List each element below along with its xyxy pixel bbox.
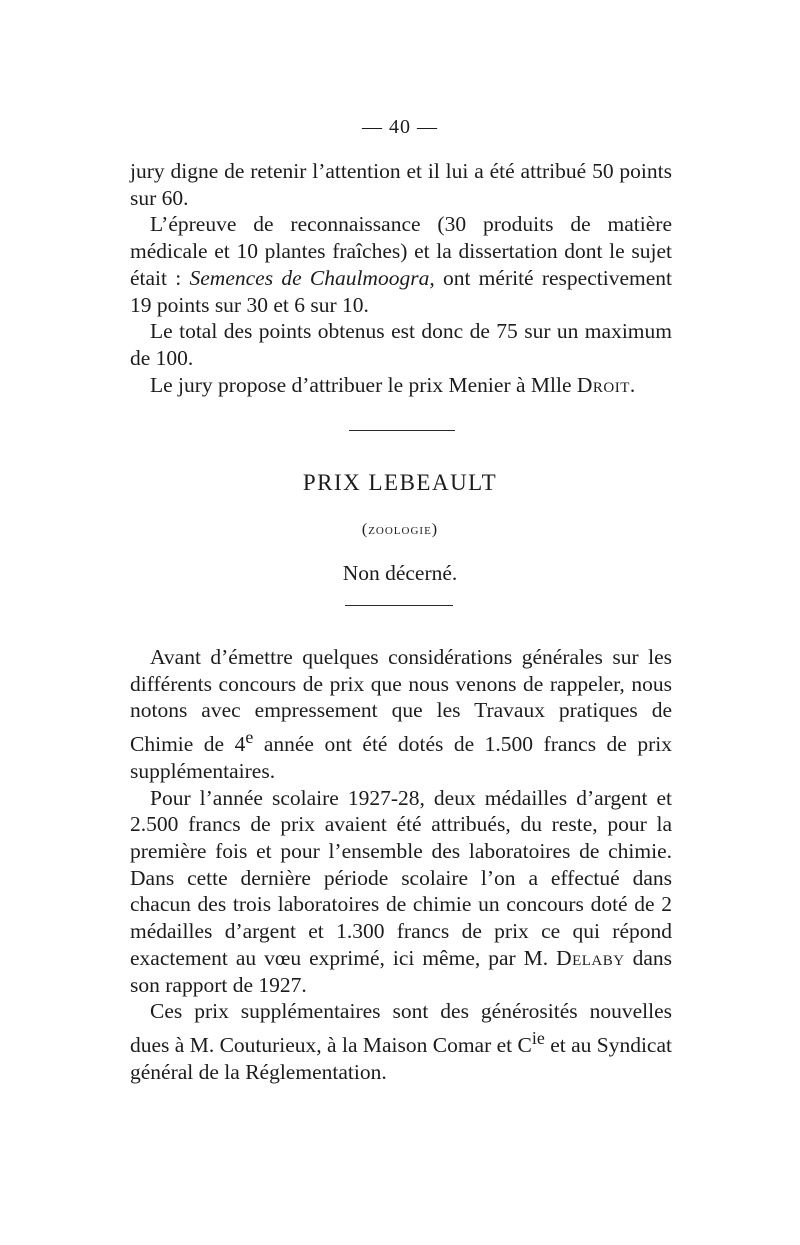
laureate-name: Droit	[576, 372, 630, 397]
paragraph-proposal-text: Le jury propose d’attribuer le prix Menier à Mlle	[150, 372, 577, 397]
section-divider-top	[349, 430, 455, 431]
paragraph-epreuve	[130, 211, 672, 318]
prize-subtitle	[0, 521, 800, 539]
paragraph-considerations-tail: année ont été dotés de 1.500 francs de prix supplémentaires.	[130, 732, 672, 783]
paragraph-total: Le total des points obtenus est donc de 75 sur un maximum de 100.	[130, 319, 672, 370]
paragraph-donors-text: Ces prix supplémentaires sont des générosités nouvelles dues à M. Couturieux, à la Maison Comar et C	[130, 999, 672, 1058]
paragraph-annee-scolaire-tail: dans son rapport de 1927.	[130, 945, 672, 997]
paragraph-annee-scolaire-text: Pour l’année scolaire 1927-28, deux médailles d’argent et 2.500 francs de prix avaient été attribués, du reste, pour la première fois et pour l’ensemble des laboratoires de chimie. Dans cette dernière période scolaire l’on a effectué dans chacun des trois laboratoires de chimie un concours doté de 2 médailles d’argent et 1.300 francs de prix ce qui répond exactement au vœu exprimé, ici même, par M.	[130, 785, 672, 970]
section-divider-bottom	[345, 605, 453, 606]
section-menier-results	[130, 158, 672, 398]
paragraph-proposal	[130, 372, 672, 399]
rapporteur-name: Delaby	[556, 945, 625, 970]
prize-title: PRIX LEBEAULT	[302, 470, 498, 495]
page-number: — 40 —	[362, 116, 438, 138]
paragraph-considerations	[130, 644, 672, 785]
paragraph-proposal-tail: .	[629, 372, 636, 397]
paragraph-donors-tail: et au Syndicat général de la Réglementation.	[130, 1033, 672, 1084]
company-superscript: ie	[531, 1028, 545, 1048]
ordinal-superscript: e	[245, 727, 254, 748]
prize-subtitle-text: (zoologie)	[361, 521, 439, 538]
paragraph-annee-scolaire	[130, 785, 672, 999]
dissertation-subject: Semences de Chaulmoogra,	[189, 265, 435, 290]
paragraph-jury-points: jury digne de retenir l’attention et il lui a été attribué 50 points sur 60.	[130, 159, 672, 210]
prize-status: Non décerné.	[342, 561, 458, 585]
paragraph-epreuve-text: L’épreuve de reconnaissance (30 produits de matière médicale et 10 plantes fraîches) et la dissertation dont le sujet était :	[130, 212, 672, 290]
paragraph-epreuve-tail: ont mérité respectivement 19 points sur 30 et 6 sur 10.	[130, 265, 672, 317]
paragraph-donors	[130, 998, 672, 1085]
paragraph-considerations-text: Avant d’émettre quelques considérations générales sur les différents concours de prix que nous venons de rappeler, nous notons avec empressement que les Travaux pratiques de Chimie de 4	[130, 645, 672, 757]
section-general-considerations	[130, 644, 672, 1086]
